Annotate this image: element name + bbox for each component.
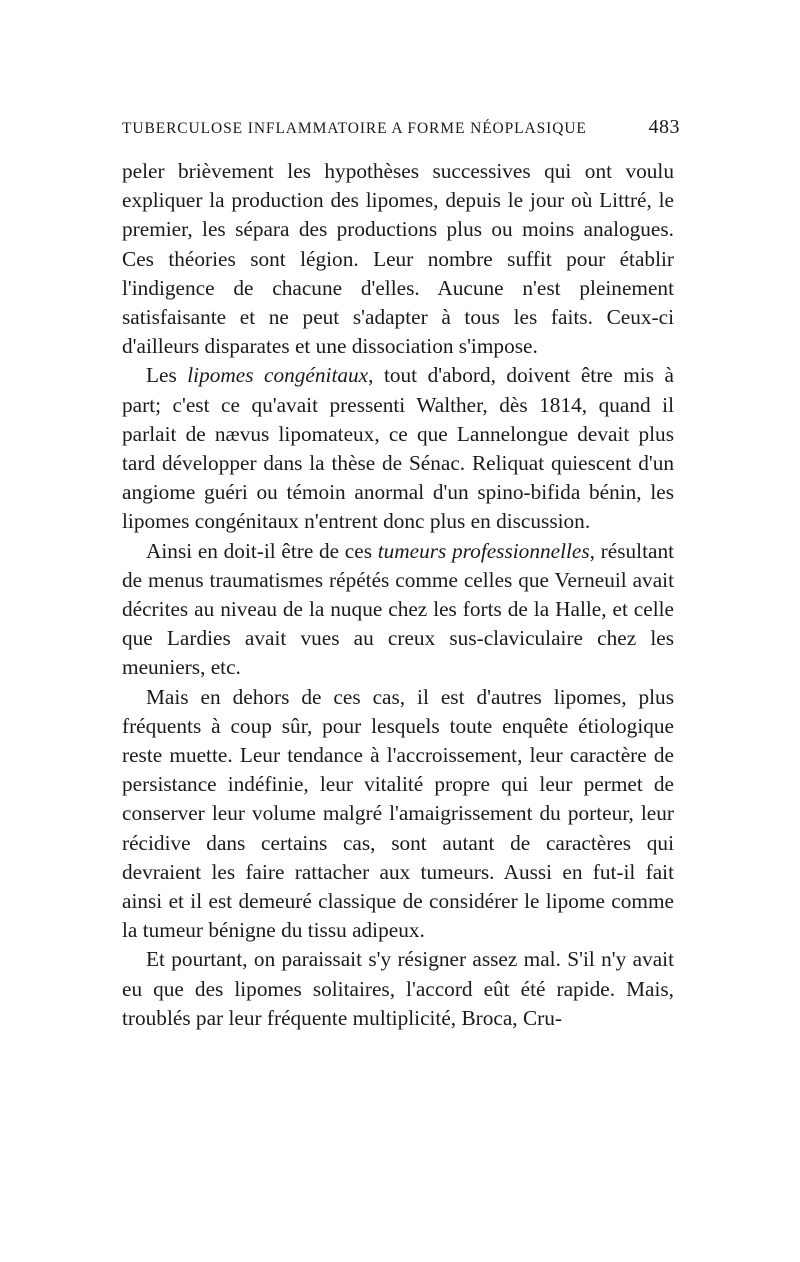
page-number: 483 — [648, 116, 680, 138]
paragraph-tumeurs-professionnelles — [122, 537, 674, 683]
paragraph-continuation — [122, 157, 674, 361]
paragraph-autres-lipomes — [122, 683, 674, 946]
paragraph-et-pourtant — [122, 945, 674, 1033]
italic-term: tumeurs professionnelles — [377, 538, 590, 563]
paragraph-lead: Les — [146, 363, 188, 388]
running-head — [122, 116, 680, 142]
body-text — [122, 157, 674, 1033]
paragraph-text: peler brièvement les hypothèses successives qui ont voulu expliquer la production des lipomes, depuis le jour où Littré, le premier, les sépara des productions plus ou moins analogues. Ces théories sont légion. Leur nombre suffit pour établir l'indigence de chacune d'elles. Aucune n'est pleinement satisfaisante et ne peut s'adapter à tous les faits. Ceux-ci d'ailleurs disparates et une dissociation s'impose. — [122, 159, 674, 359]
paragraph-rest: , résultant de menus traumatismes répétés comme celles que Verneuil avait décrites au niveau de la nuque chez les forts de la Halle, et celle que Lardies avait vues au creux sus-claviculaire chez les meuniers, etc. — [122, 538, 675, 680]
paragraph-text: Et pourtant, on paraissait s'y résigner assez mal. S'il n'y avait eu que des lipomes solitaires, l'accord eût été rapide. Mais, troublés par leur fréquente multiplicité, Broca, Cru- — [122, 947, 674, 1030]
italic-term: lipomes congénitaux — [187, 363, 369, 388]
paragraph-lipomes-congenitaux — [122, 361, 674, 536]
paragraph-rest: , tout d'abord, doivent être mis à part; c'est ce qu'avait pressenti Walther, dès 1814, quand il parlait de nævus lipomateux, ce que Lannelongue devait plus tard développer dans la thèse de Sénac. Reliquat quiescent d'un angiome guéri ou témoin anormal d'un spino-bifida bénin, les lipomes congénitaux n'entrent donc plus en discussion. — [122, 363, 674, 534]
paragraph-lead: Ainsi en doit-il être de ces — [146, 538, 378, 563]
running-head-title: TUBERCULOSE INFLAMMATOIRE A FORME NÉOPLASIQUE — [122, 120, 587, 137]
paragraph-text: Mais en dehors de ces cas, il est d'autres lipomes, plus fréquents à coup sûr, pour lesquels toute enquête étiologique reste muette. Leur tendance à l'accroissement, leur caractère de persistance indéfinie, leur vitalité propre qui leur permet de conserver leur volume malgré l'amaigrissement du porteur, leur récidive dans certains cas, sont autant de caractères qui devraient les faire rattacher aux tumeurs. Aussi en fut-il fait ainsi et il est demeuré classique de considérer le lipome comme la tumeur bénigne du tissu adipeux. — [122, 684, 674, 943]
